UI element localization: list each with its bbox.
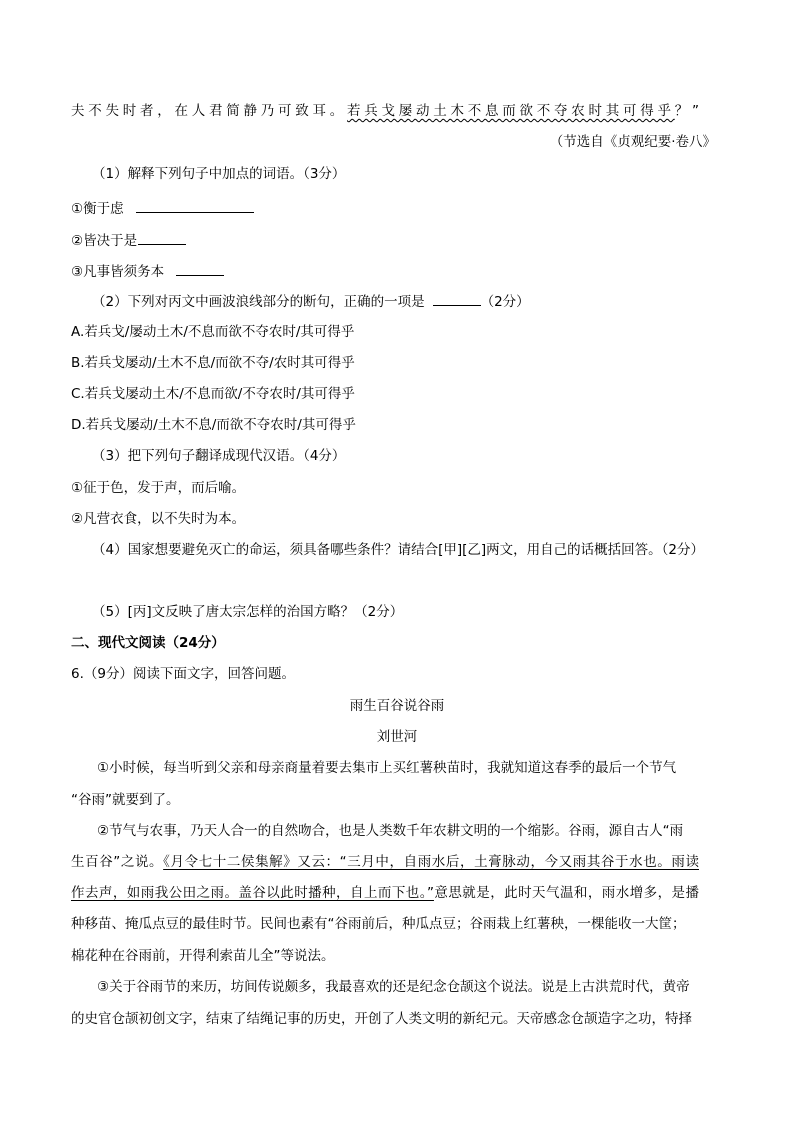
passage-tail-line: [71, 101, 699, 121]
source-citation: （节选自《贞观纪要·卷八》: [549, 134, 716, 150]
underlined-quotation-end: 作去声，如雨我公田之雨。盖谷以此时播种，自上而下也。”: [71, 885, 434, 901]
q1-item-1: [71, 197, 254, 217]
article-para-2-line-5: 棉花种在谷雨前，开得利索苗儿全”等说法。: [71, 948, 335, 964]
q5-prompt: （5）[丙]文反映了唐太宗怎样的治国方略？（2分）: [92, 604, 404, 620]
answer-blank-2[interactable]: [138, 229, 186, 245]
q2-score: （2分）: [480, 294, 530, 310]
para-2-plain-text: 生百谷”之说。: [71, 854, 164, 870]
q6-prompt: 6.（9分）阅读下面文字，回答问题。: [71, 666, 295, 682]
q3-item-1: ①征于色，发于声，而后喻。: [71, 480, 246, 496]
q1-item-1-text: ①衡于虑: [71, 201, 124, 217]
passage-end-punct: ？”: [674, 103, 699, 119]
q2-option-b: B.若兵戈屡动/土木不息/而欲不夺/农时其可得乎: [71, 355, 355, 371]
para-2-plain-text-2: 意思就是，此时天气温和，雨水增多，是播: [433, 885, 700, 901]
article-para-2-line-1: ②节气与农事，乃天人合一的自然吻合，也是人类数千年农耕文明的一个缩影。谷雨，源自古人“雨: [97, 823, 684, 839]
answer-blank-3[interactable]: [176, 260, 224, 276]
q1-item-3-text: ③凡事皆须务本: [71, 264, 165, 280]
q1-item-2: [71, 229, 186, 249]
q3-prompt: （3）把下列句子翻译成现代汉语。（4分）: [92, 448, 346, 464]
article-title: 雨生百谷说谷雨: [349, 698, 445, 714]
q2-prompt-line: [92, 290, 530, 310]
q2-option-c: C.若兵戈屡动土木/不息而欲/不夺农时/其可得乎: [71, 386, 355, 402]
q1-item-3: [71, 260, 224, 280]
article-author: 刘世河: [376, 729, 418, 745]
article-para-3-line-1: ③关于谷雨节的来历，坊间传说颇多，我最喜欢的还是纪念仓颉这个说法。说是上古洪荒时代，黄帝: [97, 979, 690, 995]
q1-item-2-text: ②皆决于是: [71, 233, 138, 249]
article-para-2-line-4: 种移苗、掩瓜点豆的最佳时节。民间也素有“谷雨前后，种瓜点豆；谷雨栽上红薯秧，一棵能收一大筐；: [71, 916, 686, 932]
answer-blank-1[interactable]: [136, 197, 254, 213]
q1-prompt: （1）解释下列句子中加点的词语。（3分）: [92, 166, 346, 182]
q4-prompt: （4）国家想要避免灭亡的命运，须具备哪些条件？请结合[甲][乙]两文，用自己的话概括回答。（2分）: [92, 542, 704, 558]
underlined-quotation: 《月令七十二侯集解》又云：“三月中，自雨水后，土膏脉动，今又雨其谷于水也。雨读: [163, 854, 699, 870]
article-para-1-line-1: ①小时候，每当听到父亲和母亲商量着要去集市上买红薯秧苗时，我就知道这春季的最后一个节气: [97, 760, 677, 776]
q2-prompt: （2）下列对丙文中画波浪线部分的断句，正确的一项是: [92, 294, 425, 310]
answer-blank-q2[interactable]: [433, 290, 481, 306]
wavy-underlined-sentence: 若兵戈屡动土木不息而欲不夺农时其可得乎: [347, 103, 675, 119]
q3-item-2: ②凡营衣食，以不失时为本。: [71, 511, 246, 527]
q2-option-d: D.若兵戈屡动/土木不息/而欲不夺农时/其可得乎: [71, 417, 356, 433]
section-2-heading: 二、现代文阅读（24分）: [71, 635, 225, 651]
article-para-2-line-3: [71, 883, 699, 903]
article-para-1-line-2: “谷雨”就要到了。: [71, 792, 180, 808]
passage-plain-text: 夫不失时者，在人君简静乃可致耳。: [71, 103, 347, 119]
article-para-3-line-2: 的史官仓颉初创文字，结束了结绳记事的历史，开创了人类文明的新纪元。天帝感念仓颉造字之功，特择: [71, 1011, 692, 1027]
article-para-2-line-2: [71, 852, 699, 872]
q2-option-a: A.若兵戈/屡动土木/不息而欲不夺农时/其可得乎: [71, 324, 355, 340]
